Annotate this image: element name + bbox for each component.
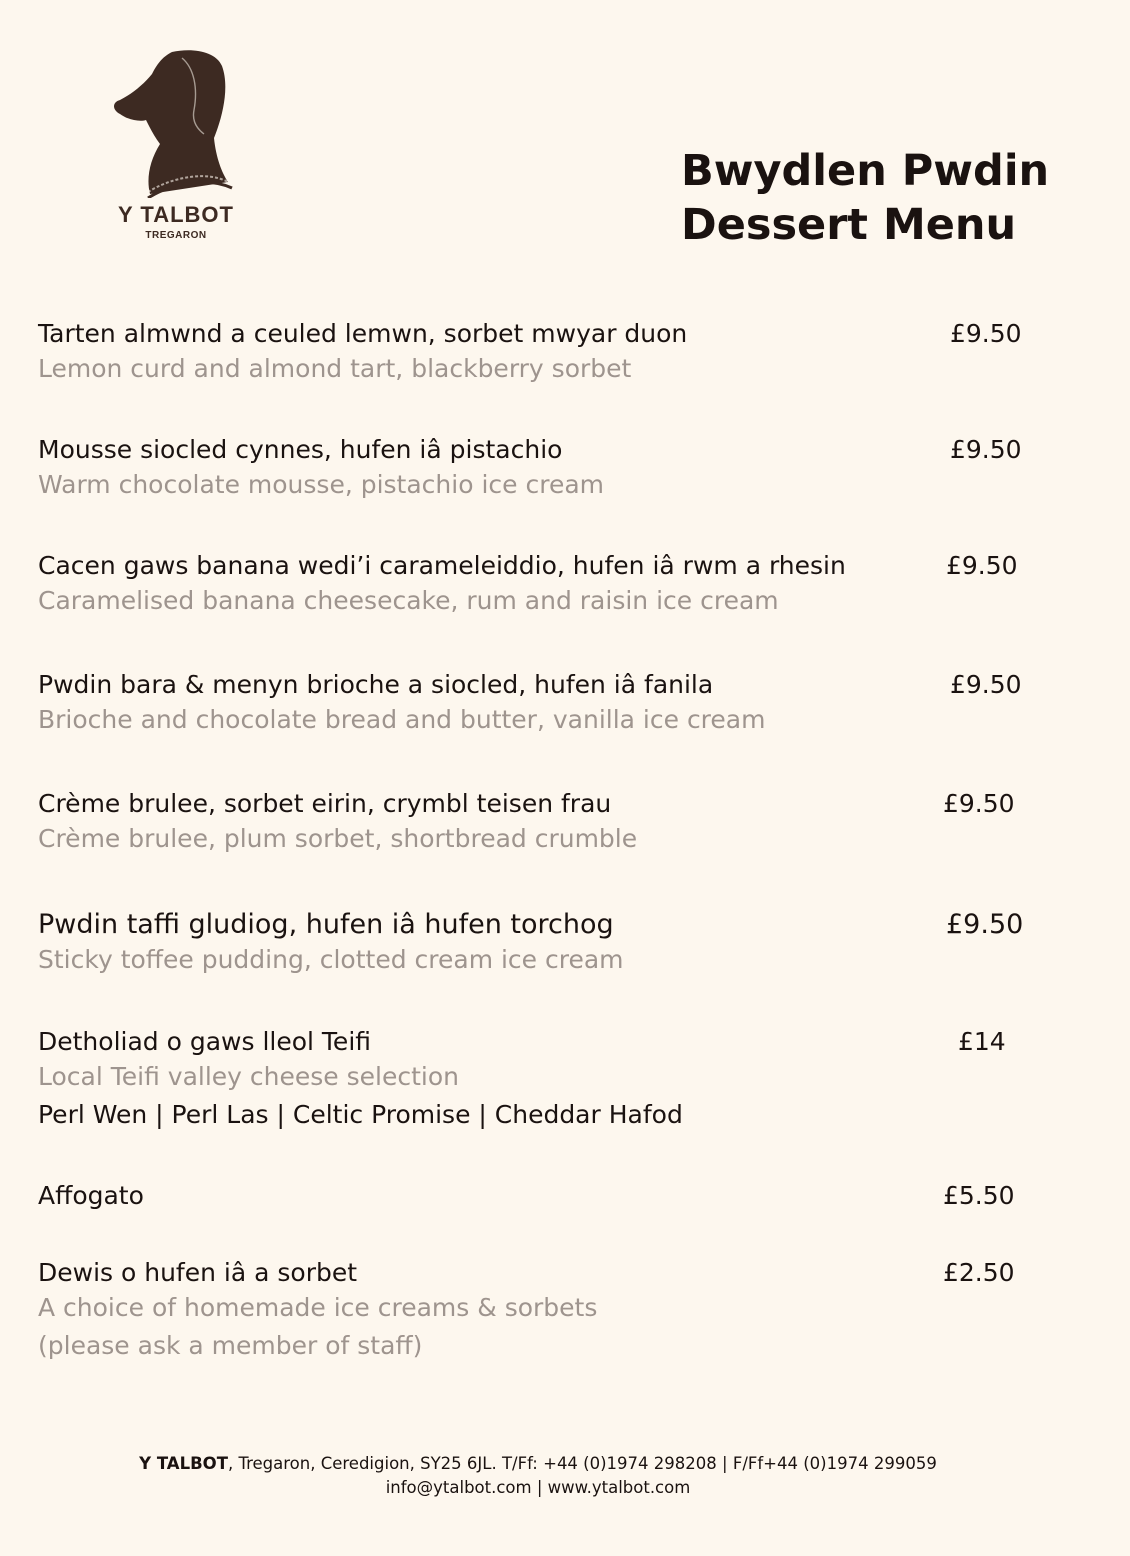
footer-address: , Tregaron, Ceredigion, SY25 6JL. T/Ff: +44 (0)1974 298208 | F/Ff+44 (0)1974 299059: [227, 1454, 937, 1473]
item-price: £9.50: [950, 319, 1022, 348]
brand-name: Y TALBOT: [118, 202, 234, 227]
item-name: Mousse siocled cynnes, hufen iâ pistachio: [38, 435, 563, 464]
menu-item: [38, 318, 1022, 388]
title-english: Dessert Menu: [681, 200, 1017, 250]
item-price: £9.50: [946, 551, 1018, 580]
item-price: £5.50: [943, 1181, 1015, 1210]
title-welsh: Bwydlen Pwdin: [681, 146, 1050, 196]
item-description-note: (please ask a member of staff): [38, 1331, 423, 1360]
item-name: Pwdin taffi gludiog, hufen iâ hufen torchog: [38, 909, 614, 940]
item-cheese-list: Perl Wen | Perl Las | Celtic Promise | Cheddar Hafod: [38, 1100, 683, 1129]
item-description: Caramelised banana cheesecake, rum and raisin ice cream: [38, 586, 779, 615]
item-name: Pwdin bara & menyn brioche a siocled, hufen iâ fanila: [38, 670, 714, 699]
menu-item: [38, 788, 1015, 858]
item-price: £9.50: [950, 670, 1022, 699]
brand-location: TREGARON: [145, 230, 207, 241]
menu-item: [38, 669, 1022, 739]
item-price: £9.50: [943, 789, 1015, 818]
item-description: Crème brulee, plum sorbet, shortbread crumble: [38, 824, 638, 853]
menu-item: [38, 434, 1022, 504]
footer: [0, 1452, 1076, 1500]
page-title: [681, 144, 1049, 252]
item-description: A choice of homemade ice creams & sorbets: [38, 1293, 598, 1322]
menu-item: [38, 1026, 1006, 1134]
item-name: Detholiad o gaws lleol Teifi: [38, 1027, 372, 1056]
footer-contact: info@ytalbot.com | www.ytalbot.com: [385, 1478, 691, 1497]
item-price: £9.50: [946, 909, 1024, 940]
footer-address-line: [0, 1452, 1076, 1476]
dog-head-icon: [110, 48, 240, 198]
item-price: £9.50: [950, 435, 1022, 464]
item-price: £14: [958, 1027, 1006, 1056]
menu-item: [38, 1257, 1015, 1365]
item-name: Cacen gaws banana wedi’i carameleiddio, hufen iâ rwm a rhesin: [38, 551, 846, 580]
item-description: Local Teifi valley cheese selection: [38, 1062, 459, 1091]
item-price: £2.50: [943, 1258, 1015, 1287]
footer-brand: Y TALBOT: [139, 1454, 228, 1473]
item-name: Dewis o hufen iâ a sorbet: [38, 1258, 358, 1287]
logo: [100, 48, 260, 248]
item-name: Tarten almwnd a ceuled lemwn, sorbet mwyar duon: [38, 319, 688, 348]
menu-item: [38, 550, 1018, 620]
menu-item: [38, 1180, 1015, 1212]
item-name: Crème brulee, sorbet eirin, crymbl teisen frau: [38, 789, 612, 818]
item-description: Sticky toffee pudding, clotted cream ice cream: [38, 945, 624, 974]
item-description: Warm chocolate mousse, pistachio ice cream: [38, 470, 605, 499]
item-name: Affogato: [38, 1181, 144, 1210]
item-description: Brioche and chocolate bread and butter, vanilla ice cream: [38, 705, 766, 734]
item-description: Lemon curd and almond tart, blackberry sorbet: [38, 354, 632, 383]
menu-item: [38, 909, 1024, 979]
